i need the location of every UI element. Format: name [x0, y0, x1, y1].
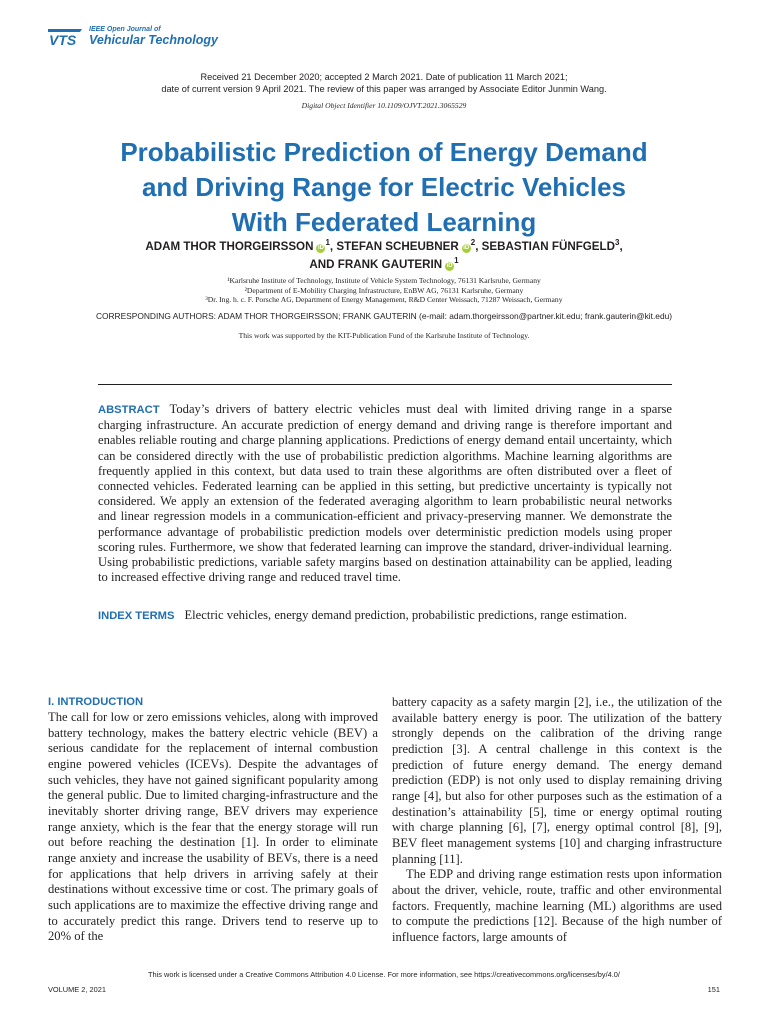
orcid-icon[interactable]: iD: [446, 262, 453, 269]
vts-logo-icon: [48, 26, 82, 46]
page-number: 151: [707, 985, 720, 994]
affiliation: ¹Karlsruhe Institute of Technology, Institute of Vehicle System Technology, 76131 Karlsruhe, Germany: [227, 276, 541, 285]
history-line-2: date of current version 9 April 2021. The review of this paper was arranged by Associate Editor Junmin Wang.: [161, 84, 607, 94]
journal-name: Vehicular Technology: [89, 33, 218, 47]
abstract-label: ABSTRACT: [98, 404, 160, 416]
left-column: [48, 695, 378, 945]
index-terms-label: INDEX TERMS: [98, 610, 175, 622]
author-line-2: [40, 256, 728, 271]
abstract-text: Today’s drivers of battery electric vehicles must deal with limited driving range in a sparse charging infrastructure. An accurate prediction of energy demand and driving range is therefore important and enables reliable routing and charge planning applications. Predictions of energy demand entail uncertainty, which can be considered directly with the use of probabilistic prediction algorithms. Machine learning algorithms are frequently applied in this context, but data used to train these algorithms are often distributed over a fleet of connected vehicles. Federated learning can be applied in this setting, but predictive uncertainty is typically not considered. We apply an extension of the federated averaging algorithm to learn probabilistic neural networks and linear regression models in a communication-efficient and privacy-preserving manner. We demonstrate the performance advantage of probabilistic prediction models over deterministic prediction models using proper scoring rules. Furthermore, we show that federated learning can improve the standard, driver-individual learning. Using probabilistic predictions, variable safety margins based on destination attainability can be applied, leading to increased effective driving range and reduced travel time.: [98, 402, 672, 585]
affiliation: ²Department of E-Mobility Charging Infrastructure, EnBW AG, 76131 Karlsruhe, Germany: [244, 286, 524, 295]
paragraph: The call for low or zero emissions vehicles, along with improved battery technology, makes the battery electric vehicle (BEV) a serious candidate for the replacement of internal combustion engine powered vehicles (ICEVs). Despite the advantages of such vehicles, they have not gained significant popularity among the general public. Due to limited charging-infrastructure and the inevitably shorter driving range, BEV drivers may experience range anxiety, which is the fear that the energy storage will run out before reaching the destination [1]. In order to eliminate range anxiety and increase the usability of BEVs, there is a need for applications that help drivers in arriving safely at their destinations without excessive time or cost. The primary goals of such applications are to maximize the effective driving range and to accurately predict this range. Drivers tend to reserve up to 20% of the: [48, 710, 378, 944]
funding-note: This work was supported by the KIT-Publication Fund of the Karlsruhe Institute of Technology.: [238, 331, 530, 340]
orcid-icon[interactable]: iD: [317, 244, 324, 251]
journal-series: IEEE Open Journal of: [89, 26, 161, 33]
corresponding-authors: CORRESPONDING AUTHORS: ADAM THOR THORGEIRSSON; FRANK GAUTERIN (e-mail: adam.thorgeirsson@partner.kit.edu; frank.gauterin@kit.edu): [95, 311, 673, 321]
license-note: This work is licensed under a Creative Commons Attribution 4.0 License. For more information, see https://creativecommons.org/licenses/by/4.0/: [148, 970, 620, 979]
history-line-1: Received 21 December 2020; accepted 2 March 2021. Date of publication 11 March 2021;: [200, 72, 568, 82]
author-name: STEFAN SCHEUBNER: [336, 239, 459, 253]
divider: [98, 384, 672, 385]
paragraph: The EDP and driving range estimation rests upon information about the driver, vehicle, route, traffic and other environmental factors. Frequently, machine learning (ML) algorithms are used to compute the predictions [12]. Because of the high number of influence factors, large amounts of: [392, 867, 722, 944]
title-line: With Federated Learning: [231, 207, 537, 237]
title-line: and Driving Range for Electric Vehicles: [141, 172, 627, 202]
author-affil-mark: 2: [470, 238, 476, 247]
paper-title: [40, 135, 728, 240]
paragraph: battery capacity as a safety margin [2], i.e., the utilization of the available battery energy is poor. The utilization of the battery strongly depends on the calibration of the driving range prediction [3]. A central challenge in this context is the prediction of future energy demand. The energy demand prediction (EDP) is not only used to display remaining driving range [4], but also for other purposes such as the estimation of a destination’s attainability [5], time or energy optimal routing with charge planning [6], [7], energy optimal control [8], [9], BEV fleet management systems [10] and charging infrastructure planning [11].: [392, 695, 722, 866]
affiliation: ³Dr. Ing. h. c. F. Porsche AG, Department of Energy Management, R&D Center Weissach, 71287 Weissach, Germany: [205, 295, 563, 304]
author-affil-mark: 3: [614, 238, 620, 247]
svg-text:VTS: VTS: [49, 32, 77, 46]
index-terms: [98, 608, 672, 624]
doi: Digital Object Identifier 10.1109/OJVT.2021.3065529: [301, 101, 467, 110]
author-name: AND FRANK GAUTERIN: [309, 257, 443, 271]
section-heading: I. INTRODUCTION: [48, 696, 144, 708]
index-terms-text: Electric vehicles, energy demand prediction, probabilistic predictions, range estimation.: [184, 608, 627, 622]
orcid-icon[interactable]: iD: [463, 244, 470, 251]
volume: VOLUME 2, 2021: [48, 985, 106, 994]
author-line-1: ADAM THOR THORGEIRSSON $iD^1$, STEFAN SCHEUBNER $iD^2$, SEBASTIAN FÜNFGELD$^3$,: [145, 238, 623, 253]
right-column: [392, 695, 722, 946]
author-affil-mark: 1: [325, 238, 330, 247]
author-affil-mark: 1: [454, 256, 459, 265]
author-name: SEBASTIAN FÜNFGELD: [481, 239, 615, 253]
title-line: Probabilistic Prediction of Energy Demand: [120, 137, 648, 167]
abstract: [98, 402, 672, 585]
author-name: ADAM THOR THORGEIRSSON: [145, 239, 314, 253]
